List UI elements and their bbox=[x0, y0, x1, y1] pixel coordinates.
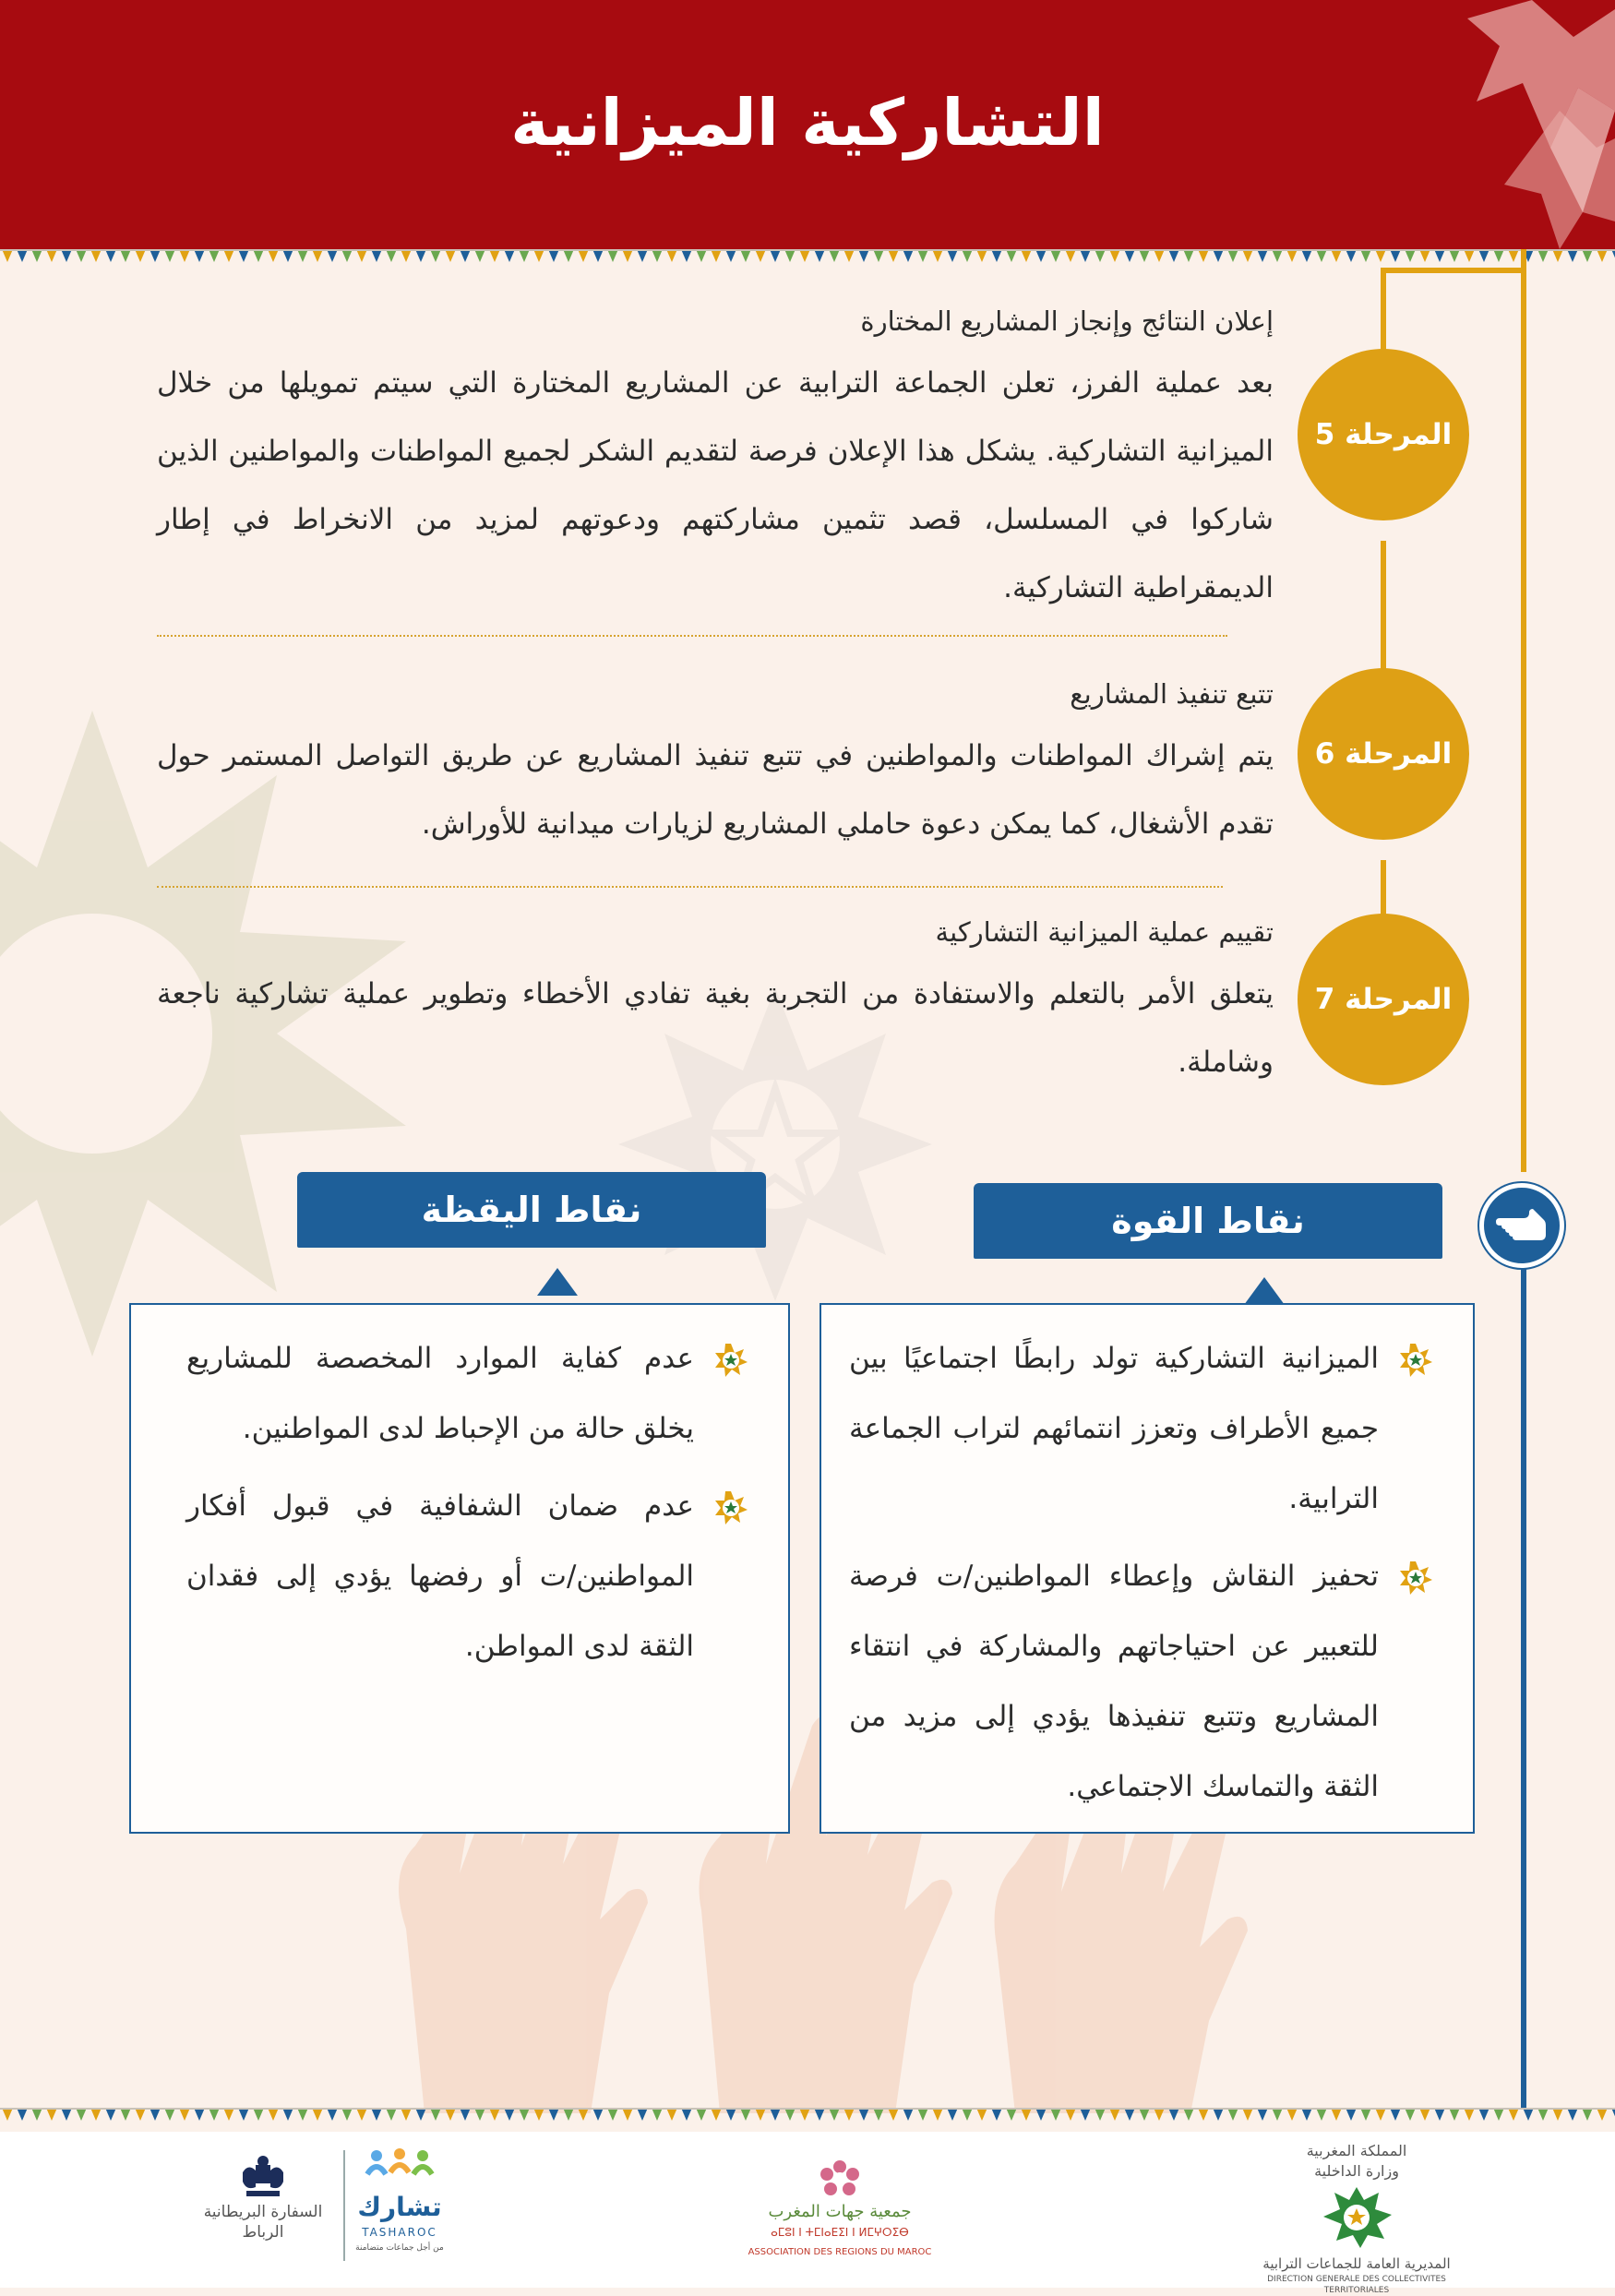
stage-5-body: بعد عملية الفرز، تعلن الجماعة الترابية عن المشاريع المختارة التي سيتم تمويلها من خلال الميزانية التشاركية. يشكل هذا الإعلان فرصة لتقديم الشكر لجميع المواطنات والمواطنين الذين شاركوا في المسلسل، قصد تثمين مشاركتهم ودعوتهم لمزيد من الانخراط في إطار الديمقراطية التشاركية. bbox=[157, 366, 1274, 604]
stage-5-heading: إعلان النتائج وإنجاز المشاريع المختارة bbox=[860, 305, 1274, 337]
logo-tasharoc-tag: من أجل جماعات متضامنة bbox=[355, 2243, 444, 2253]
stage-6-heading: تتبع تنفيذ المشاريع bbox=[1070, 678, 1274, 710]
logo-tasharoc-ar: تشارك bbox=[357, 2192, 442, 2222]
list-item bbox=[849, 1541, 1434, 1822]
stage-5-badge: المرحلة 5 bbox=[1298, 349, 1469, 520]
pointing-hand-icon bbox=[1479, 1183, 1564, 1268]
stage-7-body: يتعلق الأمر بالتعلم والاستفادة من التجربة بغية تفادي الأخطاء وتطوير عملية تشاركية ناجعة وشاملة. bbox=[157, 977, 1274, 1079]
bunting-top bbox=[0, 249, 1615, 273]
strengths-box bbox=[819, 1303, 1475, 1834]
list-item bbox=[186, 1471, 749, 1681]
timeline-branch bbox=[1381, 268, 1525, 273]
list-item bbox=[849, 1323, 1434, 1534]
page-header bbox=[0, 0, 1615, 249]
logo-association-line3: ASSOCIATION DES REGIONS DU MAROC bbox=[748, 2247, 932, 2257]
logo-association-line1: جمعية جهات المغرب bbox=[768, 2202, 912, 2221]
logo-divider bbox=[343, 2150, 345, 2261]
bunting-bottom bbox=[0, 2108, 1615, 2132]
logo-embassy-line2: الرباط bbox=[242, 2223, 284, 2242]
logo-ministry-line2: وزارة الداخلية bbox=[1314, 2162, 1399, 2180]
logo-association-regions bbox=[738, 2158, 941, 2263]
star-bullet-icon bbox=[712, 1342, 749, 1379]
vigilance-box bbox=[129, 1303, 790, 1834]
tab-vigilance: نقاط اليقظة bbox=[297, 1172, 766, 1248]
divider bbox=[157, 635, 1227, 637]
logo-ministry-line4: DIRECTION GENERALE DES COLLECTIVITES TERRITORIALES bbox=[1267, 2275, 1446, 2295]
list-item bbox=[186, 1323, 749, 1464]
royal-coat-of-arms-icon bbox=[235, 2154, 291, 2202]
page-title: التشاركية الميزانية bbox=[510, 85, 1105, 161]
tab-strengths-pointer bbox=[1244, 1277, 1285, 1305]
star-bullet-icon bbox=[1397, 1342, 1434, 1379]
stage-6-body: يتم إشراك المواطنات والمواطنين في تتبع تنفيذ المشاريع عن طريق التواصل المستمر حول تقدم الأشغال، كما يمكن دعوة حاملي المشاريع لزيارات ميدانية للأوراش. bbox=[157, 739, 1274, 841]
tasharoc-figures-icon bbox=[358, 2147, 441, 2193]
logo-british-embassy bbox=[189, 2154, 337, 2242]
timeline-connector bbox=[1381, 541, 1386, 688]
logo-association-line2: ⴰⵎⵓⵏ ⵏ ⵜⵎⵏⴰⴹⵉⵏ ⵏ ⵍⵎⵖⵔⵉⴱ bbox=[771, 2226, 909, 2239]
association-flower-icon bbox=[812, 2158, 867, 2202]
strength-item-text: الميزانية التشاركية تولد رابطًا اجتماعيًا بين جميع الأطراف وتعزز انتمائهم لتراب الجماعة الترابية. bbox=[849, 1342, 1379, 1515]
star-bullet-icon bbox=[712, 1489, 749, 1526]
vigilance-item-text: عدم كفاية الموارد المخصصة للمشاريع يخلق حالة من الإحباط لدى المواطنين. bbox=[186, 1342, 694, 1445]
tab-strengths: نقاط القوة bbox=[974, 1183, 1442, 1259]
logo-tasharoc bbox=[349, 2147, 450, 2254]
timeline-line-blue bbox=[1521, 1223, 1526, 2109]
timeline-line bbox=[1521, 249, 1526, 1172]
logo-ministry-interior bbox=[1237, 2141, 1477, 2296]
strengths-list bbox=[849, 1323, 1434, 1822]
divider bbox=[157, 886, 1223, 888]
logo-tasharoc-en: TASHAROC bbox=[362, 2226, 437, 2239]
logo-ministry-line1: المملكة المغربية bbox=[1306, 2142, 1407, 2159]
stage-5-text bbox=[157, 293, 1274, 622]
tab-vigilance-pointer bbox=[537, 1268, 578, 1296]
stage-6-badge: المرحلة 6 bbox=[1298, 668, 1469, 840]
ministry-emblem-icon bbox=[1320, 2185, 1394, 2250]
stage-7-heading: تقييم عملية الميزانية التشاركية bbox=[935, 916, 1274, 948]
stage-7-text bbox=[157, 904, 1274, 1096]
logo-ministry-line3: المديرية العامة للجماعات الترابية bbox=[1262, 2255, 1451, 2272]
vigilance-list bbox=[186, 1323, 749, 1681]
logo-embassy-line1: السفارة البريطانية bbox=[203, 2203, 323, 2221]
strength-item-text: تحفيز النقاش وإعطاء المواطنين/ت فرصة للتعبير عن احتياجاتهم والمشاركة في انتقاء المشاريع وتتبع تنفيذها يؤدي إلى مزيد من الثقة والتماسك الاجتماعي. bbox=[849, 1560, 1379, 1803]
stage-7-badge: المرحلة 7 bbox=[1298, 914, 1469, 1085]
star-bullet-icon bbox=[1397, 1560, 1434, 1596]
vigilance-item-text: عدم ضمان الشفافية في قبول أفكار المواطنين/ت أو رفضها يؤدي إلى فقدان الثقة لدى المواطن. bbox=[186, 1489, 694, 1663]
stage-6-text bbox=[157, 666, 1274, 858]
